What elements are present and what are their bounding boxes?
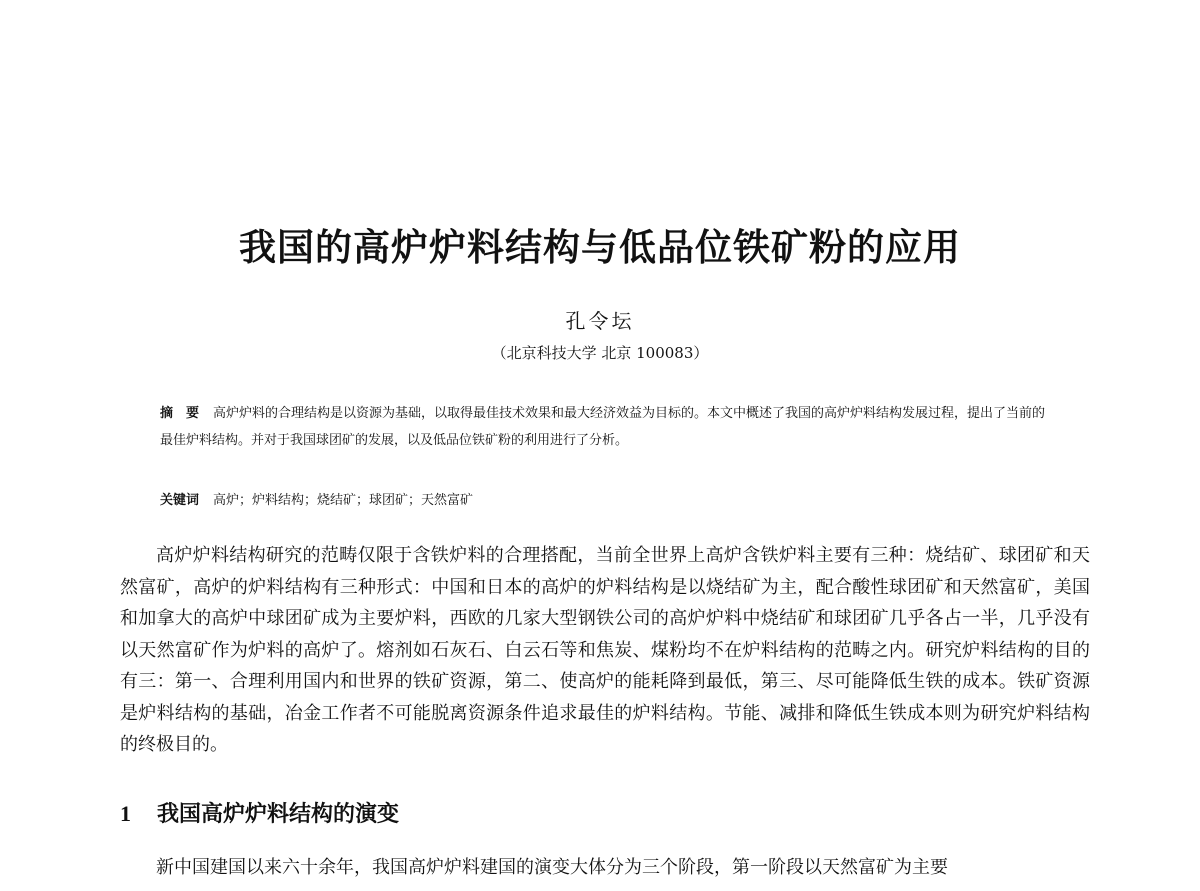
author-affiliation: （北京科技大学 北京 100083） [491, 344, 709, 362]
abstract-text: 高炉炉料的合理结构是以资源为基础，以取得最佳技术效果和最大经济效益为目标的。本文中概述了我国的高炉炉料结构发展过程，提出了当前的最佳炉料结构。并对于我国球团矿的发展，以及低品位铁矿粉的利用进行了分析。 [160, 406, 1046, 448]
intro-paragraph: 高炉炉料结构研究的范畴仅限于含铁炉料的合理搭配，当前全世界上高炉含铁炉料主要有三种：烧结矿、球团矿和天然富矿，高炉的炉料结构有三种形式：中国和日本的高炉的炉料结构是以烧结矿为主，配合酸性球团矿和天然富矿，美国和加拿大的高炉中球团矿成为主要炉料，西欧的几家大型钢铁公司的高炉炉料中烧结矿和球团矿几乎各占一半，几乎没有以天然富矿作为炉料的高炉了。熔剂如石灰石、白云石等和焦炭、煤粉均不在炉料结构的范畴之内。研究炉料结构的目的有三：第一、合理利用国内和世界的铁矿资源，第二、使高炉的能耗降到最低，第三、尽可能降低生铁的成本。铁矿资源是炉料结构的基础，冶金工作者不可能脱离资源条件追求最佳的炉料结构。节能、减排和降低生铁成本则为研究炉料结构的终极目的。 [120, 545, 1090, 755]
keywords-block [160, 487, 1050, 514]
section-title: 我国高炉炉料结构的演变 [157, 802, 400, 827]
author-name: 孔令坛 [565, 309, 635, 333]
abstract-block [160, 400, 1050, 454]
section-number: 1 [120, 801, 131, 826]
keywords-text: 高炉；炉料结构；烧结矿；球团矿；天然富矿 [213, 493, 474, 508]
abstract-label: 摘 要 [160, 406, 200, 421]
paper-title: 我国的高炉炉料结构与低品位铁矿粉的应用 [239, 226, 961, 269]
section-heading [120, 797, 399, 828]
keywords-label: 关键词 [160, 493, 200, 508]
section-1-paragraph: 新中国建国以来六十余年，我国高炉炉料建国的演变大体分为三个阶段，第一阶段以天然富矿为主要 [156, 857, 948, 878]
